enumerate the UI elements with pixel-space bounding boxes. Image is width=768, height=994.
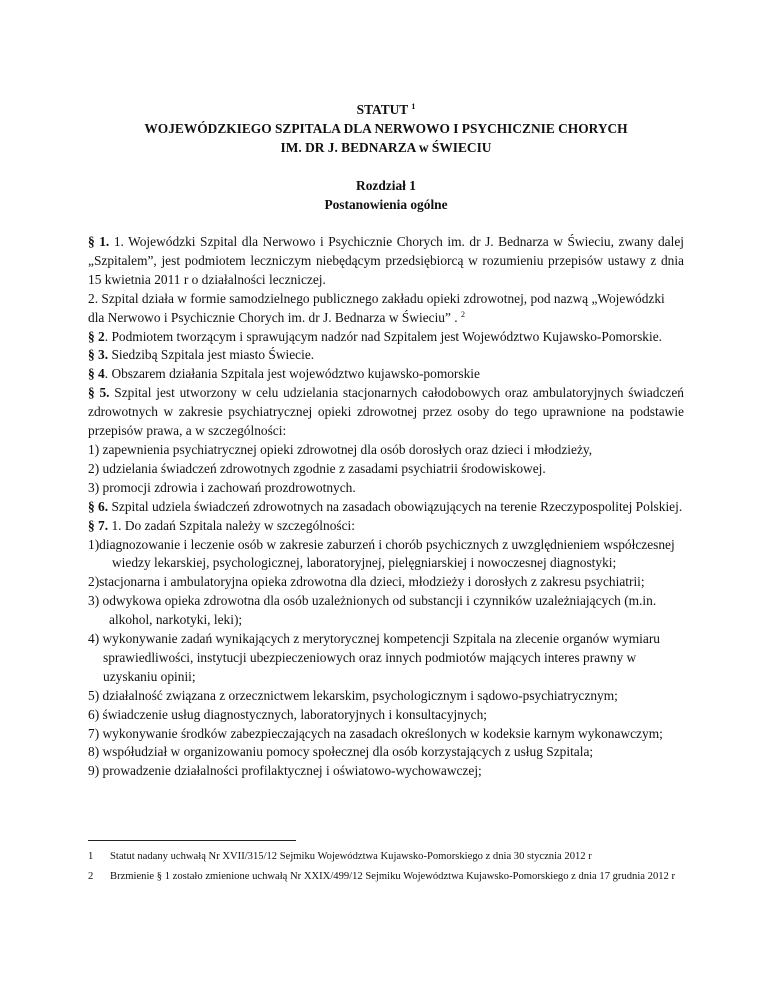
section-1-p2-text: 2. Szpital działa w formie samodzielnego publicznego zakładu opieki zdrowotnej, pod nazwą „Wojewódzki dla Nerwowo i Psychicznie Chorych im. dr J. Bednarza w Świeciu” . <box>88 290 665 325</box>
section-7-item-7: 7) wykonywanie środków zabezpieczających na zasadach określonych w kodeksie karnym wykonawczym; <box>88 725 663 741</box>
footnote-2 <box>88 870 688 884</box>
section-3-paragraph <box>88 346 684 365</box>
section-4-paragraph <box>88 365 684 384</box>
title-word: STATUT <box>356 102 408 117</box>
section-4-label: § 4 <box>88 366 105 382</box>
footnote-1-text: Statut nadany uchwałą Nr XVII/315/12 Sejmiku Województwa Kujawsko-Pomorskiego z dnia 30 stycznia 2012 r <box>110 851 592 862</box>
section-5-label: § 5. <box>88 385 110 401</box>
section-2-paragraph <box>88 328 684 347</box>
section-6-paragraph <box>88 498 684 517</box>
section-5-item-1: 1) zapewnienia psychiatrycznej opieki zdrowotnej dla osób dorosłych oraz dzieci i młodzieży, <box>88 441 593 457</box>
section-7-text: 1. Do zadań Szpitala należy w szczególności: <box>108 517 355 533</box>
section-1-paragraph-1 <box>88 233 684 290</box>
title-line-3: IM. DR J. BEDNARZA w ŚWIECIU <box>280 140 492 155</box>
title-line-2: WOJEWÓDZKIEGO SZPITALA DLA NERWOWO I PSYCHICZNIE CHORYCH <box>144 121 628 136</box>
section-5-paragraph <box>88 384 684 441</box>
footnote-2-text: Brzmienie § 1 zostało zmienione uchwałą Nr XXIX/499/12 Sejmiku Województwa Kujawsko-Pomorskiego z dnia 17 grudnia 2012 r <box>110 871 676 882</box>
chapter-heading <box>88 176 684 214</box>
section-1-paragraph-2 <box>88 290 684 328</box>
section-7-item-3: 3) odwykowa opieka zdrowotna dla osób uzależnionych od substancji i czynników uzależniających (m.in. alkohol, narkotyki, leki); <box>88 593 657 628</box>
footnote-2-number: 2 <box>88 871 94 882</box>
section-4-text: . Obszarem działania Szpitala jest województwo kujawsko-pomorskie <box>104 366 480 382</box>
footnote-ref-2[interactable]: 2 <box>460 309 465 319</box>
title-line-1 <box>88 100 684 119</box>
section-2-text: . Podmiotem tworzącym i sprawującym nadzór nad Szpitalem jest Województwo Kujawsko-Pomorskie. <box>104 328 662 344</box>
section-2-label: § 2 <box>88 328 105 344</box>
section-5-text: Szpital jest utworzony w celu udzielania stacjonarnych całodobowych oraz ambulatoryjnych świadczeń zdrowotnych w zakresie psychiatrycznej opieki zdrowotnej przez osoby do tego uprawnione na podstawie przepisów prawa, a w szczególności: <box>88 385 684 439</box>
section-7-item-5: 5) działalność związana z orzecznictwem lekarskim, psychologicznym i sądowo-psychiatrycznym; <box>88 687 618 703</box>
footnote-1 <box>88 850 688 864</box>
section-7-item-4: 4) wykonywanie zadań wynikających z merytorycznej kompetencji Szpitala na zlecenie organów wymiaru sprawiedliwości, instytucji ubezpieczeniowych oraz innych podmiotów mających interes prawny w uzyskaniu opinii; <box>88 631 660 684</box>
section-7-label: § 7. <box>88 517 109 533</box>
footnote-1-number: 1 <box>88 851 94 862</box>
section-7-paragraph <box>88 517 684 536</box>
section-7-item-6: 6) świadczenie usług diagnostycznych, laboratoryjnych i konsultacyjnych; <box>88 706 488 722</box>
section-6-label: § 6. <box>88 498 109 514</box>
section-1-text: 1. Wojewódzki Szpital dla Nerwowo i Psychicznie Chorych im. dr J. Bednarza w Świeciu, zwany dalej „Szpitalem”, jest podmiotem leczniczym niebędącym przedsiębiorcą w rozumieniu przepisów ustawy z dnia 15 kwietnia 2011 r o działalności leczniczej. <box>88 234 684 287</box>
section-7-item-8: 8) współudział w organizowaniu pomocy społecznej dla osób korzystających z usług Szpitala; <box>88 744 594 760</box>
section-5-item-3: 3) promocji zdrowia i zachowań prozdrowotnych. <box>88 479 356 495</box>
section-7-item-2: 2)stacjonarna i ambulatoryjna opieka zdrowotna dla dzieci, młodzieży i dorosłych z zakresu psychiatrii; <box>88 574 645 590</box>
document-page <box>88 100 684 781</box>
section-7-item-1: 1)diagnozowanie i leczenie osób w zakresie zaburzeń i chorób psychicznych z uwzględnieniem współczesnej wiedzy lekarskiej, psychologicznej, laboratoryjnej, pielęgniarskiej i nowoczesnej diagnostyki; <box>88 536 675 571</box>
section-7-item-9: 9) prowadzenie działalności profilaktycznej i oświatowo-wychowawczej; <box>88 763 482 779</box>
section-6-text: Szpital udziela świadczeń zdrowotnych na zasadach obowiązujących na terenie Rzeczypospolitej Polskiej. <box>108 498 683 514</box>
section-1-label: § 1. <box>88 234 110 249</box>
section-3-text: Siedzibą Szpitala jest miasto Świecie. <box>108 347 315 363</box>
chapter-name: Postanowienia ogólne <box>324 197 448 212</box>
section-5-item-2: 2) udzielania świadczeń zdrowotnych zgodnie z zasadami psychiatrii środowiskowej. <box>88 460 546 476</box>
footnote-ref-1[interactable]: 1 <box>411 102 416 111</box>
document-body <box>88 233 684 781</box>
document-title <box>88 100 684 157</box>
chapter-number: Rozdział 1 <box>356 178 416 193</box>
footnotes <box>88 850 688 890</box>
footnote-divider <box>88 840 296 841</box>
section-3-label: § 3. <box>88 347 109 363</box>
